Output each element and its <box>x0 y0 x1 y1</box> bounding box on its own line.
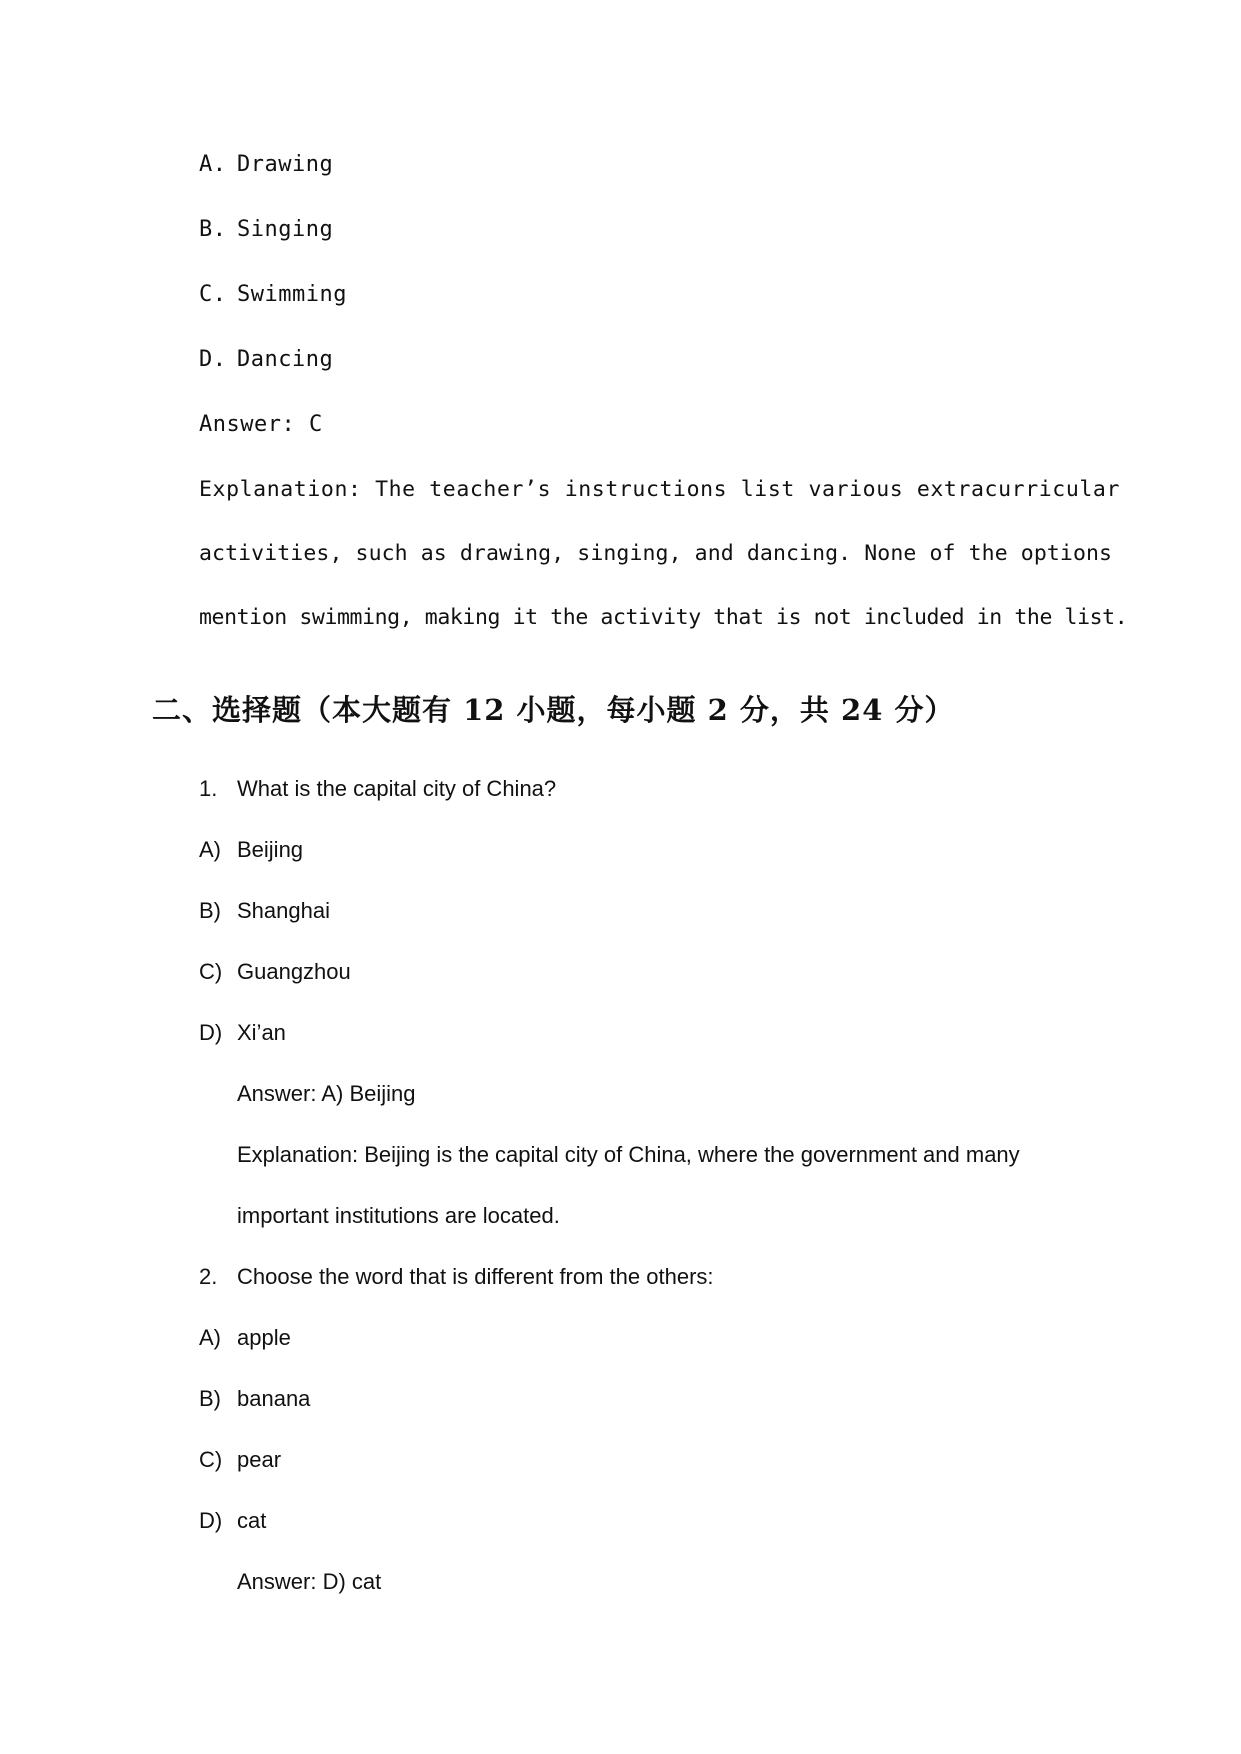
option-letter: D) <box>199 1020 223 1045</box>
q2-option-c <box>199 1447 281 1473</box>
option-text: pear <box>237 1447 282 1472</box>
question-number: 2. <box>199 1264 218 1289</box>
option-d <box>199 347 333 372</box>
q2-option-d <box>199 1508 266 1534</box>
option-letter: A) <box>199 837 221 862</box>
option-letter: B. <box>199 217 227 242</box>
option-letter: D. <box>199 347 227 372</box>
option-text: apple <box>237 1325 291 1350</box>
answer-line: Answer: D) cat <box>237 1569 382 1594</box>
explanation-line: Explanation: Beijing is the capital city of China, where the government and many <box>237 1142 1020 1167</box>
option-text: cat <box>237 1508 267 1533</box>
option-letter: B) <box>199 898 221 923</box>
q1-option-a <box>199 837 303 863</box>
section-heading: 二、选择题（本大题有 12 小题，每小题 2 分，共 24 分） <box>152 693 955 727</box>
q1-option-b <box>199 898 330 924</box>
q1-option-c <box>199 959 351 985</box>
option-text: Drawing <box>237 152 334 177</box>
option-letter: D) <box>199 1508 223 1533</box>
option-letter: C. <box>199 282 227 307</box>
option-text: banana <box>237 1386 311 1411</box>
explanation-line: mention swimming, making it the activity that is not included in the list. <box>199 605 1128 630</box>
answer-line: Answer: C <box>199 412 323 437</box>
option-a <box>199 152 333 177</box>
answer-line: Answer: A) Beijing <box>237 1081 416 1106</box>
q1-option-d <box>199 1020 286 1046</box>
option-text: Shanghai <box>237 898 330 923</box>
q2-option-b <box>199 1386 310 1412</box>
option-b <box>199 217 333 242</box>
option-text: Guangzhou <box>237 959 351 984</box>
question-text: What is the capital city of China? <box>237 776 557 801</box>
question-text: Choose the word that is different from the others: <box>237 1264 714 1289</box>
question-2 <box>199 1264 714 1290</box>
option-text: Beijing <box>237 837 304 862</box>
explanation-line: activities, such as drawing, singing, and dancing. None of the options <box>199 541 1113 566</box>
question-number: 1. <box>199 776 218 801</box>
option-letter: C) <box>199 959 223 984</box>
option-text: Swimming <box>237 282 347 307</box>
option-text: Singing <box>237 217 334 242</box>
option-c <box>199 282 347 307</box>
option-text: Xi’an <box>237 1020 286 1045</box>
explanation-line: Explanation: The teacher’s instructions list various extracurricular <box>199 477 1120 502</box>
option-text: Dancing <box>237 347 334 372</box>
option-letter: B) <box>199 1386 221 1411</box>
option-letter: A) <box>199 1325 221 1350</box>
option-letter: C) <box>199 1447 223 1472</box>
explanation-line: important institutions are located. <box>237 1203 560 1228</box>
option-letter: A. <box>199 152 227 177</box>
q2-option-a <box>199 1325 291 1351</box>
question-1 <box>199 776 556 802</box>
